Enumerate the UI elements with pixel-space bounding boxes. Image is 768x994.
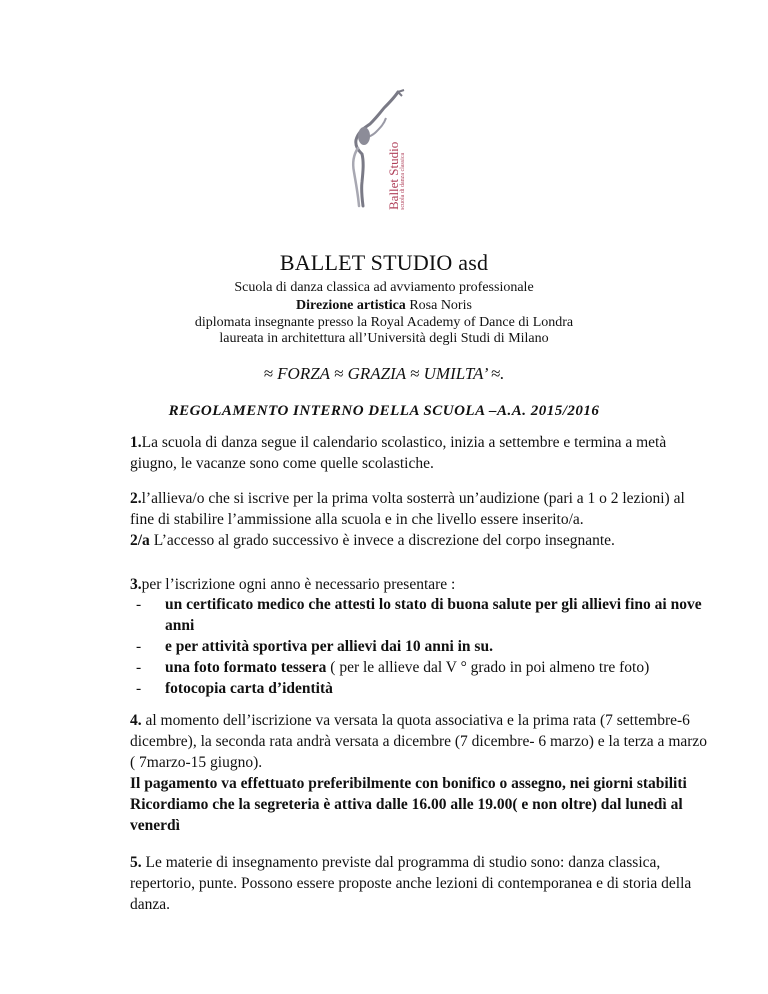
rule-2a (130, 530, 710, 551)
rule-number: 2/a (130, 532, 150, 549)
rule-text: L’accesso al grado successivo è invece a discrezione del corpo insegnante. (149, 532, 615, 549)
rule-text: l’allieva/o che si iscrive per la prima volta sosterrà un’audizione (pari a 1 o 2 lezioni) al fine di stabilire l’ammissione alla scuola e in che livello essere inserito/a. (130, 490, 685, 528)
rule-number: 4. (130, 712, 142, 729)
list-item (136, 678, 716, 699)
rule-2 (130, 488, 710, 530)
rule-number: 3. (130, 576, 142, 593)
office-hours-note: Ricordiamo che la segreteria è attiva dalle 16.00 alle 19.00( e non oltre) dal lunedì al venerdì (130, 796, 683, 834)
rule-text: La scuola di danza segue il calendario scolastico, inizia a settembre e termina a metà giugno, le vacanze sono come quelle scolastiche. (130, 434, 667, 472)
regulation-title: REGOLAMENTO INTERNO DELLA SCUOLA –A.A. 2015/2016 (168, 403, 600, 419)
school-subtitle: Scuola di danza classica ad avviamento professionale (234, 280, 534, 295)
rule-4 (130, 710, 710, 836)
logo-subtitle: scuola di danza classica (400, 152, 406, 210)
artistic-director-name: Rosa Noris (405, 298, 472, 313)
list-item-bold: fotocopia carta d’identità (165, 680, 333, 697)
rule-number: 5. (130, 854, 142, 871)
rule-1 (130, 432, 710, 474)
list-item (136, 594, 716, 636)
director-degree: laureata in architettura all’Università degli Studi di Milano (219, 331, 549, 346)
list-item (136, 657, 716, 678)
logo-title: Ballet Studio (386, 141, 401, 210)
director-diploma: diplomata insegnante presso la Royal Academy of Dance di Londra (194, 315, 574, 330)
rule-text: Le materie di insegnamento previste dal programma di studio sono: danza classica, repertorio, punte. Possono essere proposte anche lezioni di contemporanea e di storia della danza. (130, 854, 692, 913)
rule-5 (130, 852, 710, 915)
rule-number: 2. (130, 490, 142, 507)
required-documents-list (136, 594, 716, 699)
list-item (136, 636, 716, 657)
list-item-text: ( per le allieve dal V ° grado in poi almeno tre foto) (326, 659, 650, 676)
rule-text: al momento dell’iscrizione va versata la quota associativa e la prima rata (7 settembre-6 dicembre), la seconda rata andrà versata a dicembre (7 dicembre- 6 marzo) e la terza a marzo ( 7marzo-15 giugno). (130, 712, 708, 771)
list-item-bold: e per attività sportiva per allievi dai 10 anni in su. (165, 638, 493, 655)
school-title: BALLET STUDIO asd (279, 250, 489, 275)
list-item-bold: un certificato medico che attesti lo stato di buona salute per gli allievi fino ai nove anni (165, 596, 702, 634)
payment-note: Il pagamento va effettuato preferibilmente con bonifico o assegno, nei giorni stabiliti (130, 775, 687, 792)
rule-number: 1. (130, 434, 142, 451)
rule-3 (130, 574, 710, 595)
rule-text: per l’iscrizione ogni anno è necessario presentare : (141, 576, 456, 593)
artistic-direction-label: Direzione artistica (296, 298, 406, 313)
artistic-direction (0, 298, 768, 314)
logo-wordmark (386, 130, 414, 210)
motto: ≈ FORZA ≈ GRAZIA ≈ UMILTA’ ≈. (263, 364, 505, 383)
list-item-bold: una foto formato tessera (165, 659, 327, 676)
